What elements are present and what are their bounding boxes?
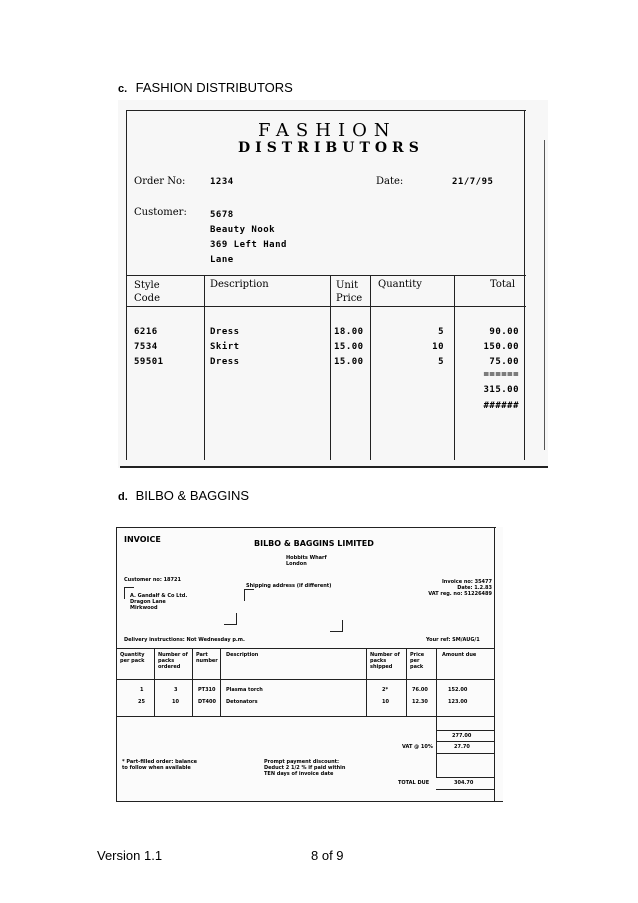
section-c-heading (118, 80, 293, 95)
note-line: to follow when available (122, 765, 191, 771)
row-desc: Plasma torch (226, 687, 263, 693)
shipping-address-label: Shipping address (if different) (246, 583, 332, 589)
invoice-date: Date: 1.2.83 (457, 585, 492, 591)
date-label: Date: (376, 176, 404, 187)
vat-amount: 27.70 (454, 744, 470, 750)
fashion-title-line1: FASHION (258, 120, 397, 141)
row-part: PT310 (198, 687, 216, 693)
part-filled-note (122, 759, 197, 771)
invoice-no: Invoice no: 35477 (441, 579, 492, 585)
customer-address-line: Mirkwood (130, 605, 158, 611)
row-qty: 5 (438, 357, 444, 367)
invoice-meta (406, 579, 492, 597)
end-marks: ###### (483, 401, 519, 411)
total-due-amount: 304.70 (454, 780, 474, 786)
row-code: 59501 (134, 357, 164, 367)
customer-label: Customer: (134, 207, 187, 218)
customer-line: 369 Left Hand (210, 240, 287, 250)
header-price-line: Price (336, 293, 363, 304)
order-no-label: Order No: (134, 176, 186, 187)
header-style-line: Style (134, 280, 160, 291)
header-description: Description (210, 279, 269, 290)
row-qty: 10 (432, 342, 444, 352)
row-code: 7534 (134, 342, 158, 352)
row-desc: Dress (210, 357, 240, 367)
note-line: Deduct 2 1/2 % if paid within (264, 765, 346, 771)
note-line: TEN days of invoice date (264, 771, 334, 777)
header-packs-shipped: Number of packs shipped (370, 652, 400, 670)
header-price-per-pack: Price per pack (410, 652, 425, 670)
company-address (286, 555, 327, 567)
sum-dashes: ====== (483, 370, 519, 380)
row-price: 18.00 (334, 327, 364, 337)
your-ref: Your ref: SM/AUG/1 (426, 637, 480, 643)
header-unit-price (336, 279, 362, 305)
row-code: 6216 (134, 327, 158, 337)
table-row (134, 340, 526, 355)
customer-address (130, 593, 187, 611)
note-line: * Part-filled order: balance (122, 759, 198, 765)
total-due-label: TOTAL DUE (398, 780, 430, 786)
row-qty: 1 (140, 687, 144, 693)
grand-total: 315.00 (483, 385, 519, 395)
header-quantity: Quantity (378, 279, 422, 290)
section-c-letter: c. (118, 83, 128, 95)
bilbo-invoice-scan (116, 527, 503, 802)
header-total: Total (490, 279, 516, 290)
header-quantity-per-pack: Quantity per pack (120, 652, 145, 664)
section-d-title: BILBO & BAGGINS (135, 488, 250, 503)
delivery-instructions: Delivery instructions: Not Wednesday p.m. (124, 637, 245, 643)
fashion-title-line2: DISTRIBUTORS (238, 140, 424, 156)
note-line: Prompt payment discount: (264, 759, 340, 765)
row-desc: Detonators (226, 699, 258, 705)
header-style-code (134, 279, 160, 305)
vat-reg: VAT reg. no: 51226489 (428, 591, 492, 597)
row-shipped: 2* (382, 687, 389, 693)
customer-line: Lane (210, 255, 234, 265)
row-part: DT400 (198, 699, 216, 705)
row-amount: 123.00 (448, 699, 468, 705)
header-amount-due: Amount due (442, 652, 477, 658)
prompt-payment-note (264, 759, 345, 777)
row-shipped: 10 (382, 699, 389, 705)
row-total: 150.00 (483, 342, 519, 352)
section-d-letter: d. (118, 491, 128, 503)
header-description: Description (226, 652, 259, 658)
row-desc: Skirt (210, 342, 240, 352)
date-value: 21/7/95 (452, 177, 494, 187)
address-line: Hobbits Wharf (286, 555, 327, 561)
customer-line: Beauty Nook (210, 225, 276, 235)
company-name: BILBO & BAGGINS LIMITED (254, 539, 374, 548)
order-no-value: 1234 (210, 177, 234, 187)
footer-version: Version 1.1 (97, 848, 163, 863)
header-packs-ordered: Number of packs ordered (158, 652, 188, 670)
table-row (134, 355, 526, 370)
header-unit-line: Unit (336, 280, 359, 291)
row-packs: 10 (172, 699, 179, 705)
row-total: 90.00 (489, 327, 519, 337)
customer-address-line: A. Gandalf & Co Ltd. (130, 593, 188, 599)
order-rows (134, 325, 526, 370)
row-total: 75.00 (489, 357, 519, 367)
row-price: 15.00 (334, 357, 364, 367)
fashion-invoice-scan (118, 100, 548, 468)
row-qty: 5 (438, 327, 444, 337)
customer-address-line: Dragon Lane (130, 599, 166, 605)
header-code-line: Code (134, 293, 160, 304)
address-line: London (286, 561, 307, 567)
invoice-label: INVOICE (124, 535, 161, 544)
customer-address (210, 208, 287, 268)
row-packs: 3 (174, 687, 178, 693)
row-amount: 152.00 (448, 687, 468, 693)
row-price: 76.00 (412, 687, 428, 693)
section-c-title: FASHION DISTRIBUTORS (135, 80, 293, 95)
footer-page-number: 8 of 9 (311, 848, 344, 863)
table-row (134, 325, 526, 340)
row-price: 15.00 (334, 342, 364, 352)
customer-no: Customer no: 18721 (124, 577, 181, 583)
vat-label: VAT @ 10% (402, 744, 433, 750)
row-desc: Dress (210, 327, 240, 337)
header-part-number: Part number (196, 652, 218, 664)
customer-line: 5678 (210, 210, 234, 220)
row-price: 12.30 (412, 699, 428, 705)
row-qty: 25 (138, 699, 145, 705)
subtotal: 277.00 (452, 733, 472, 739)
section-d-heading (118, 488, 249, 503)
